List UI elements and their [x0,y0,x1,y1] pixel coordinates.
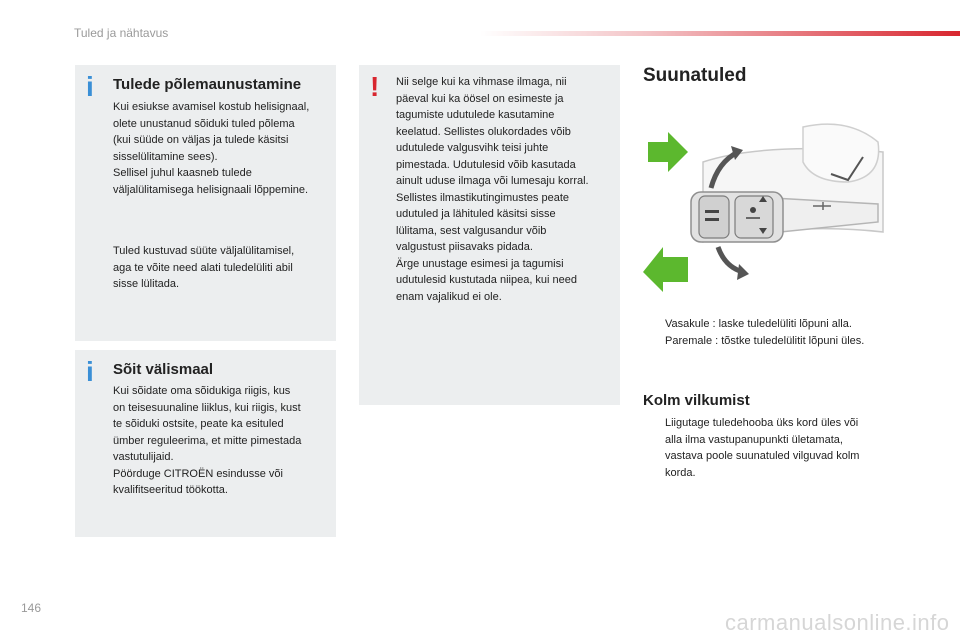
bullet-icon [643,333,665,350]
section-title: Suunatuled [643,65,747,86]
info-box-text-2: Tuled kustuvad süüte väljalülitamisel, aga te võite need alati tuledelüliti abil sisse lülitada. [113,245,295,290]
list-item [643,333,913,350]
info-box-text: Kui sõidate oma sõidukiga riigis, kus on teisesuunaline liiklus, kui riigis, kust te sõiduki ostsite, peate ka esituled ümber reguleerima, et mitte pimestada vastutulijaid. Pöörduge CITROËN esindusse või kvalifitseeritud töökotta. [113,385,302,496]
warning-box-fog-lights [359,65,620,405]
warning-icon: ! [370,71,380,102]
info-box-title: Tulede põlemaunustamine [113,76,302,93]
indicator-instructions [643,316,913,349]
list-item-text: Liigutage tuledehooba üks kord üles või alla ilma vastupanupunkti ületamata, vastava poole suunatuled vilguvad kolm korda. [665,417,860,479]
header-title: Tuled ja nähtavus [74,26,169,40]
info-box-driving-abroad [75,350,336,537]
left-arrow-icon [643,247,688,292]
indicator-stalk-drawing [643,122,893,300]
right-arrow-icon [648,132,688,172]
info-box-title: Sõit välismaal [113,361,214,378]
info-icon: i [86,356,94,387]
subsection-title: Kolm vilkumist [643,392,750,409]
info-box-text: Kui esiukse avamisel kostub helisignaal, olete unustanud sõiduki tuled põlema (kui süüde on väljas ja tulede käsitsi sisselülitamine sees). Sellisel juhul kaasneb tulede väljalülitamisega helisignaali lõppemine. [113,101,310,196]
list-item [643,415,893,481]
bullet-icon [643,415,665,481]
info-icon: i [86,71,94,102]
bullet-icon [643,316,665,333]
list-item [643,316,913,333]
info-box-lights-on-reminder [75,65,336,341]
page-number: 146 [21,601,42,615]
header-accent-bar [480,31,960,36]
watermark: carmanualsonline.info [725,610,950,635]
warning-box-text: Nii selge kui ka vihmase ilmaga, nii päeval kui ka öösel on esimeste ja tagumiste udutulede kasutamine keelatud. Sellistes olukordades võib udutulede valgusvihk teisi juhte pimestada. Udutulesid võib kasutada ainult uduse ilmaga või lumesaju korral. Sellistes ilmastikutingimustes peate udutuled ja lähituled käsitsi sisse lülitama, sest valgusandur võib valgustust piisavaks pidada. Ärge unustage esimesi ja tagumisi udutulesid kustutada niipea, kui need enam vajalikud ei ole. [396,76,589,303]
three-flash-instructions [643,415,893,481]
indicator-stalk-illustration [643,122,893,300]
list-item-text: Vasakule : laske tuledelüliti lõpuni alla. [665,318,852,330]
list-item-text: Paremale : tõstke tuledelülitit lõpuni üles. [665,334,865,347]
